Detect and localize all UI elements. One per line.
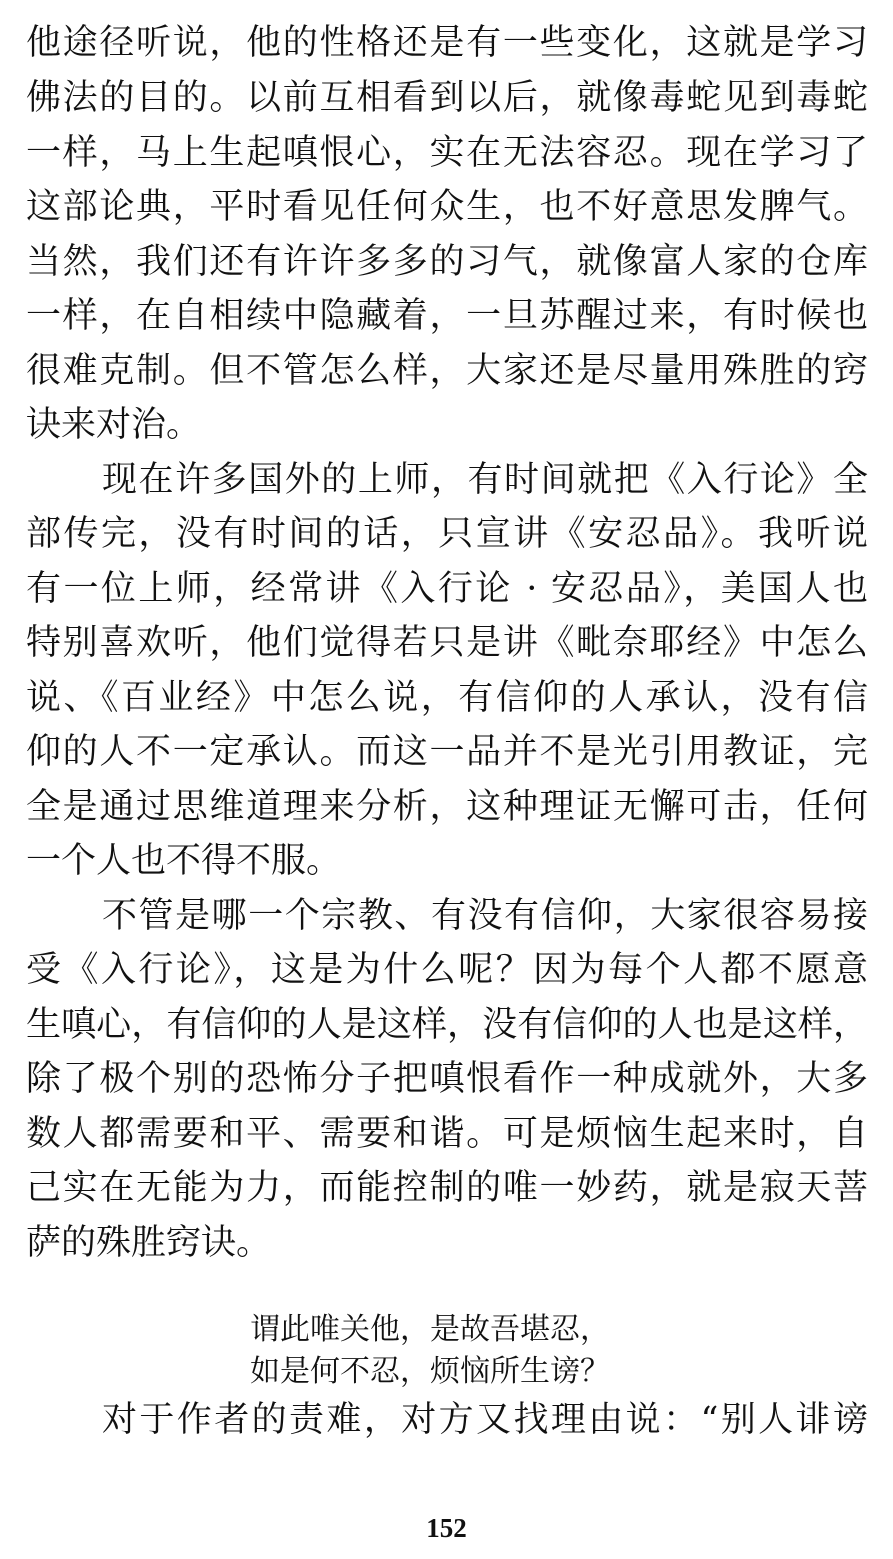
body-line-6: 一样，在自相续中隐藏着，一旦苏醒过来，有时候也 xyxy=(26,296,868,336)
body-line-21: 数人都需要和平、需要和谐。可是烦恼生起来时，自 xyxy=(26,1114,868,1154)
body-line-8: 诀来对治。 xyxy=(26,405,202,445)
body-line-7: 很难克制。但不管怎么样，大家还是尽量用殊胜的窍 xyxy=(26,351,868,391)
verse-line-1: 谓此唯关他，是故吾堪忍， xyxy=(250,1312,610,1347)
body-line-16: 一个人也不得不服。 xyxy=(26,841,342,881)
body-line-3: 一样，马上生起嗔恨心，实在无法容忍。现在学习了 xyxy=(26,133,868,173)
body-line-15: 全是通过思维道理来分析，这种理证无懈可击，任何 xyxy=(26,787,868,827)
body-line-20: 除了极个别的恐怖分子把嗔恨看作一种成就外，大多 xyxy=(26,1059,868,1099)
body-line-1: 他途径听说，他的性格还是有一些变化，这就是学习 xyxy=(26,23,868,63)
body-line-4: 这部论典，平时看见任何众生，也不好意思发脾气。 xyxy=(26,187,868,227)
body-line-18: 受《入行论》，这是为什么呢？因为每个人都不愿意 xyxy=(26,950,868,990)
body-line-17: 不管是哪一个宗教、有没有信仰，大家很容易接 xyxy=(102,896,868,936)
page-number: 152 xyxy=(426,1513,467,1543)
body-line-12: 特别喜欢听，他们觉得若只是讲《毗奈耶经》中怎么 xyxy=(26,623,868,663)
body-line-22: 己实在无能为力，而能控制的唯一妙药，就是寂天菩 xyxy=(26,1168,868,1208)
body-line-19: 生嗔心，有信仰的人是这样，没有信仰的人也是这样， xyxy=(26,1005,868,1045)
closing-line: 对于作者的责难，对方又找理由说：“别人诽谤 xyxy=(102,1400,868,1440)
verse-line-2: 如是何不忍，烦恼所生谤？ xyxy=(250,1354,610,1389)
body-line-9: 现在许多国外的上师，有时间就把《入行论》全 xyxy=(102,460,868,500)
body-line-2: 佛法的目的。以前互相看到以后，就像毒蛇见到毒蛇 xyxy=(26,78,868,118)
body-line-13: 说、《百业经》中怎么说，有信仰的人承认，没有信 xyxy=(26,678,868,718)
body-line-5: 当然，我们还有许许多多的习气，就像富人家的仓库 xyxy=(26,242,868,282)
body-line-23: 萨的殊胜窍诀。 xyxy=(26,1223,272,1263)
body-line-14: 仰的人不一定承认。而这一品并不是光引用教证，完 xyxy=(26,732,868,772)
body-line-11: 有一位上师，经常讲《入行论 · 安忍品》，美国人也 xyxy=(26,569,868,609)
body-line-10: 部传完，没有时间的话，只宣讲《安忍品》。我听说 xyxy=(26,514,868,554)
